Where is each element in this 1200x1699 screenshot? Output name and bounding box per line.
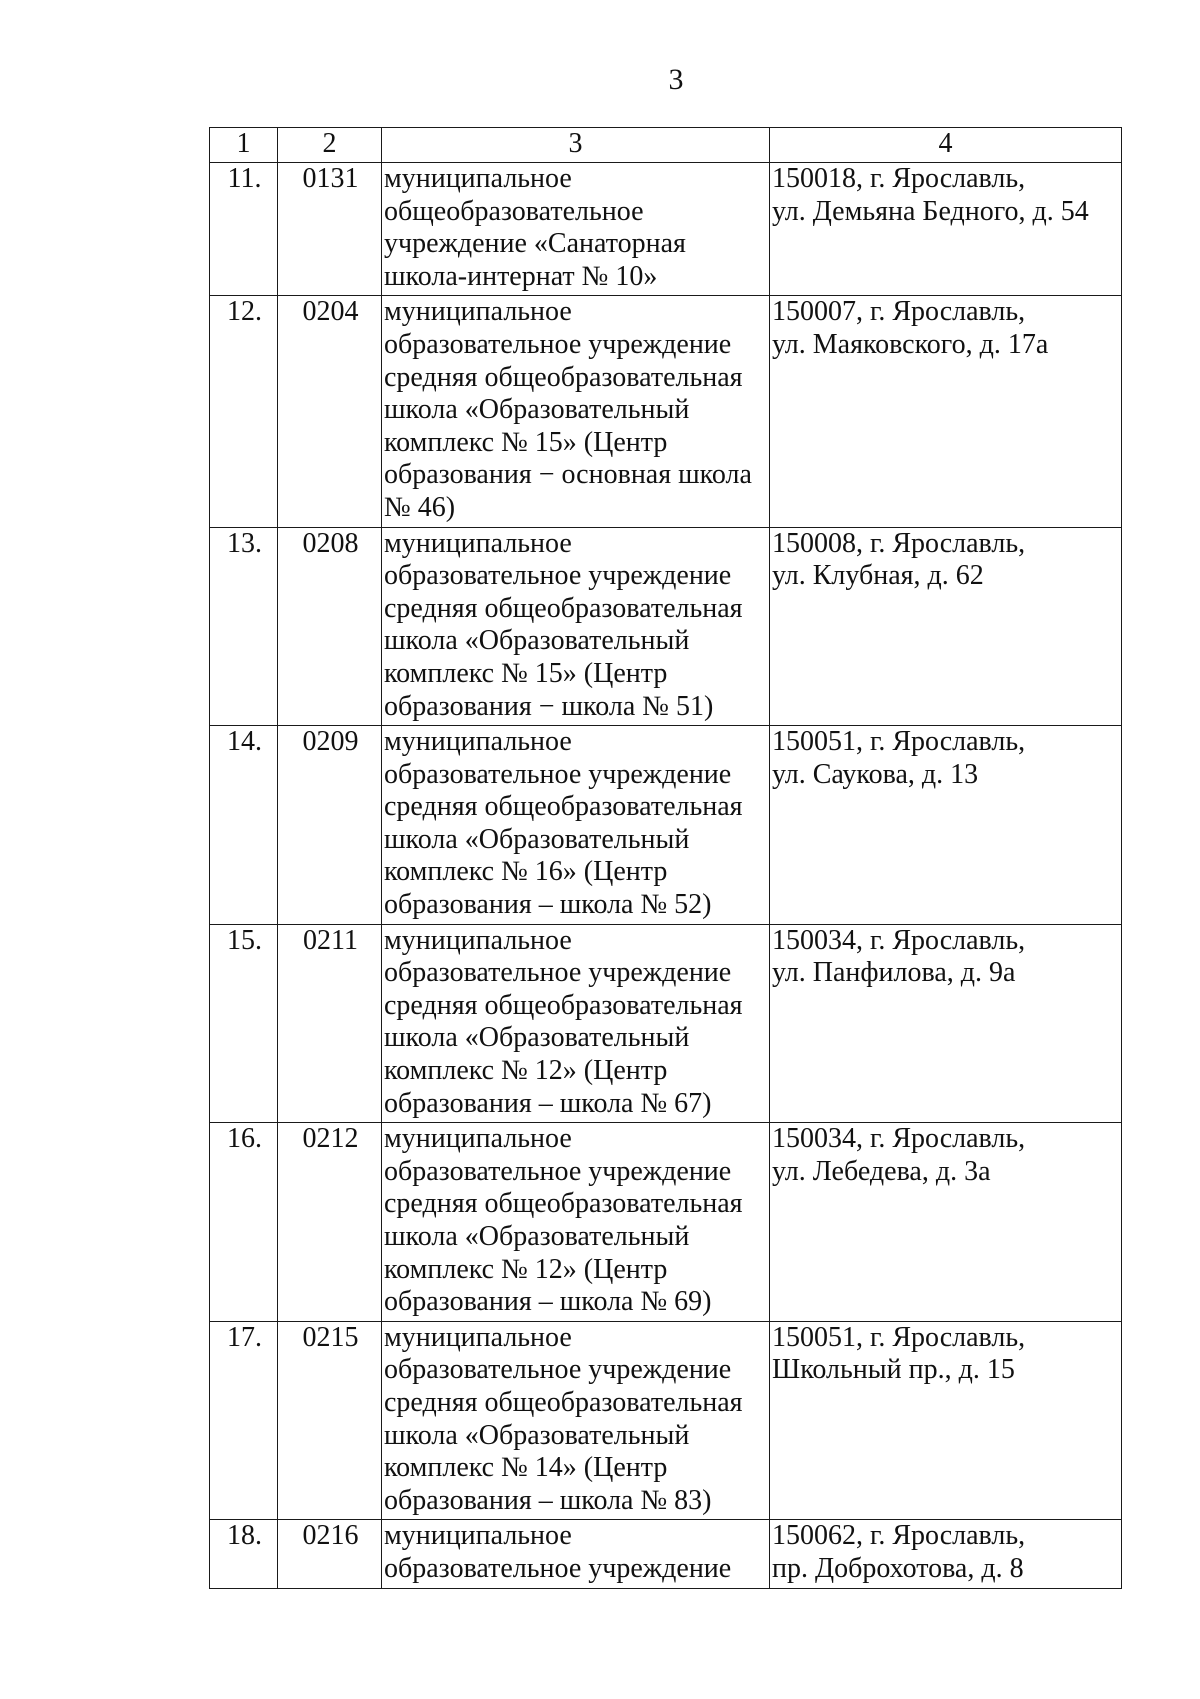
institution-code: 0215 bbox=[278, 1321, 382, 1520]
table-row bbox=[210, 1520, 1122, 1588]
institution-code: 0208 bbox=[278, 527, 382, 726]
institution-address: 150034, г. Ярославль, ул. Панфилова, д. 9а bbox=[770, 924, 1122, 1123]
table-row bbox=[210, 1321, 1122, 1520]
institution-address: 150008, г. Ярославль, ул. Клубная, д. 62 bbox=[770, 527, 1122, 726]
header-cell-3: 3 bbox=[382, 128, 770, 163]
row-number: 16. bbox=[210, 1123, 278, 1322]
table-row bbox=[210, 924, 1122, 1123]
institution-address: 150051, г. Ярославль, ул. Саукова, д. 13 bbox=[770, 726, 1122, 925]
table-row bbox=[210, 296, 1122, 527]
row-number: 17. bbox=[210, 1321, 278, 1520]
row-number: 14. bbox=[210, 726, 278, 925]
row-number: 15. bbox=[210, 924, 278, 1123]
row-number: 13. bbox=[210, 527, 278, 726]
institution-code: 0211 bbox=[278, 924, 382, 1123]
table-row bbox=[210, 163, 1122, 296]
institutions-table bbox=[209, 127, 1122, 1589]
institution-code: 0212 bbox=[278, 1123, 382, 1322]
institution-address: 150018, г. Ярославль, ул. Демьяна Бедного, д. 54 bbox=[770, 163, 1122, 296]
institution-name: муниципальное образовательное учреждение средняя общеобразовательная школа «Образовательный комплекс № 15» (Центр образования − основная школа № 46) bbox=[382, 296, 770, 527]
table-row bbox=[210, 527, 1122, 726]
table-row bbox=[210, 726, 1122, 925]
institution-name: муниципальное образовательное учреждение средняя общеобразовательная школа «Образовательный комплекс № 12» (Центр образования – школа № 69) bbox=[382, 1123, 770, 1322]
row-number: 11. bbox=[210, 163, 278, 296]
institution-name: муниципальное образовательное учреждение bbox=[382, 1520, 770, 1588]
institution-name: муниципальное общеобразовательное учреждение «Санаторная школа-интернат № 10» bbox=[382, 163, 770, 296]
institution-code: 0216 bbox=[278, 1520, 382, 1588]
institution-name: муниципальное образовательное учреждение средняя общеобразовательная школа «Образовательный комплекс № 16» (Центр образования – школа № 52) bbox=[382, 726, 770, 925]
table-row bbox=[210, 1123, 1122, 1322]
row-number: 18. bbox=[210, 1520, 278, 1588]
institution-address: 150051, г. Ярославль, Школьный пр., д. 15 bbox=[770, 1321, 1122, 1520]
row-number: 12. bbox=[210, 296, 278, 527]
institution-code: 0209 bbox=[278, 726, 382, 925]
header-cell-1: 1 bbox=[210, 128, 278, 163]
institution-code: 0204 bbox=[278, 296, 382, 527]
page-number: 3 bbox=[668, 63, 684, 96]
institution-name: муниципальное образовательное учреждение средняя общеобразовательная школа «Образовательный комплекс № 12» (Центр образования – школа № 67) bbox=[382, 924, 770, 1123]
header-cell-4: 4 bbox=[770, 128, 1122, 163]
header-cell-2: 2 bbox=[278, 128, 382, 163]
institution-address: 150007, г. Ярославль, ул. Маяковского, д. 17а bbox=[770, 296, 1122, 527]
institution-code: 0131 bbox=[278, 163, 382, 296]
institution-address: 150062, г. Ярославль, пр. Доброхотова, д. 8 bbox=[770, 1520, 1122, 1588]
institution-address: 150034, г. Ярославль, ул. Лебедева, д. 3а bbox=[770, 1123, 1122, 1322]
institution-name: муниципальное образовательное учреждение средняя общеобразовательная школа «Образовательный комплекс № 14» (Центр образования – школа № 83) bbox=[382, 1321, 770, 1520]
institution-name: муниципальное образовательное учреждение средняя общеобразовательная школа «Образовательный комплекс № 15» (Центр образования − школа № 51) bbox=[382, 527, 770, 726]
table-header-row bbox=[210, 128, 1122, 163]
